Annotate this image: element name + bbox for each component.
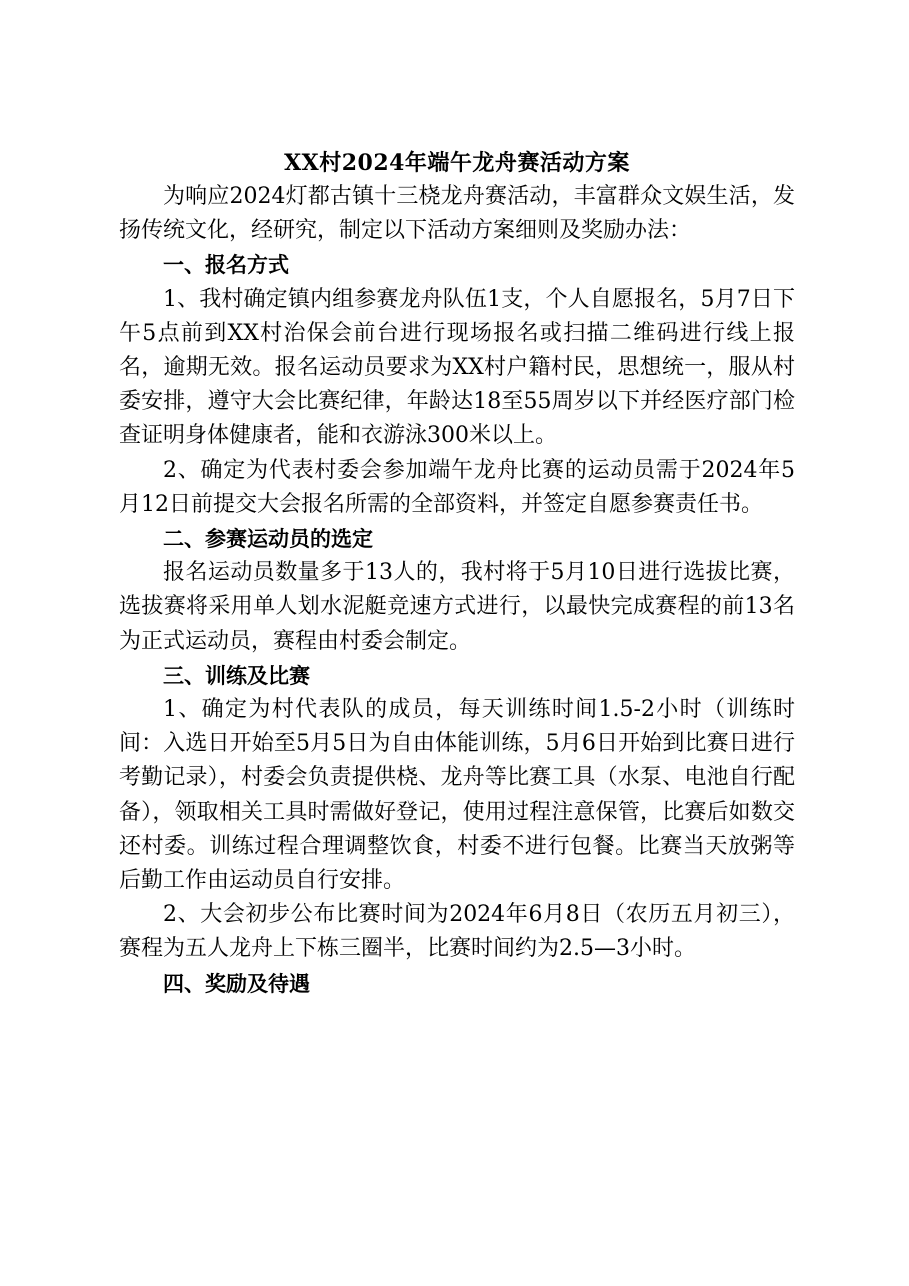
section-heading-training-competition: 三、训练及比赛 [163, 663, 310, 688]
training-paragraph-2: 2、大会初步公布比赛时间为2024年6月8日（农历五月初三），赛程为五人龙舟上下栋三圈半，比赛时间约为2.5—3小时。 [119, 902, 795, 962]
training-paragraph-1: 1、确定为村代表队的成员，每天训练时间1.5-2小时（训练时间：入选日开始至5月5日为自由体能训练，5月6日开始到比赛日进行考勤记录），村委会负责提供桡、龙舟等比赛工具（水泵、电池自行配备），领取相关工具时需做好登记，使用过程注意保管，比赛后如数交还村委。训练过程合理调整饮食，村委不进行包餐。比赛当天放粥等后勤工作由运动员自行安排。 [119, 697, 795, 894]
section-heading-athlete-selection: 二、参赛运动员的选定 [163, 527, 373, 552]
registration-paragraph-1: 1、我村确定镇内组参赛龙舟队伍1支，个人自愿报名，5月7日下午5点前到XX村治保会前台进行现场报名或扫描二维码进行线上报名，逾期无效。报名运动员要求为XX村户籍村民，思想统一，服从村委安排，遵守大会比赛纪律，年龄达18至55周岁以下并经医疗部门检查证明身体健康者，能和衣游泳300米以上。 [119, 286, 795, 449]
document-body [119, 146, 795, 1001]
document-title: XX村2024年端午龙舟赛活动方案 [284, 150, 630, 176]
registration-paragraph-2: 2、确定为代表村委会参加端午龙舟比赛的运动员需于2024年5月12日前提交大会报名所需的全部资料，并签定自愿参赛责任书。 [119, 457, 795, 517]
section-heading-registration: 一、报名方式 [163, 253, 289, 278]
section-heading-rewards: 四、奖励及待遇 [163, 971, 310, 996]
athlete-selection-paragraph: 报名运动员数量多于13人的，我村将于5月10日进行选拔比赛，选拔赛将采用单人划水泥艇竞速方式进行，以最快完成赛程的前13名为正式运动员，赛程由村委会制定。 [119, 560, 795, 654]
intro-paragraph: 为响应2024灯都古镇十三桡龙舟赛活动，丰富群众文娱生活，发扬传统文化，经研究，制定以下活动方案细则及奖励办法： [119, 184, 795, 244]
